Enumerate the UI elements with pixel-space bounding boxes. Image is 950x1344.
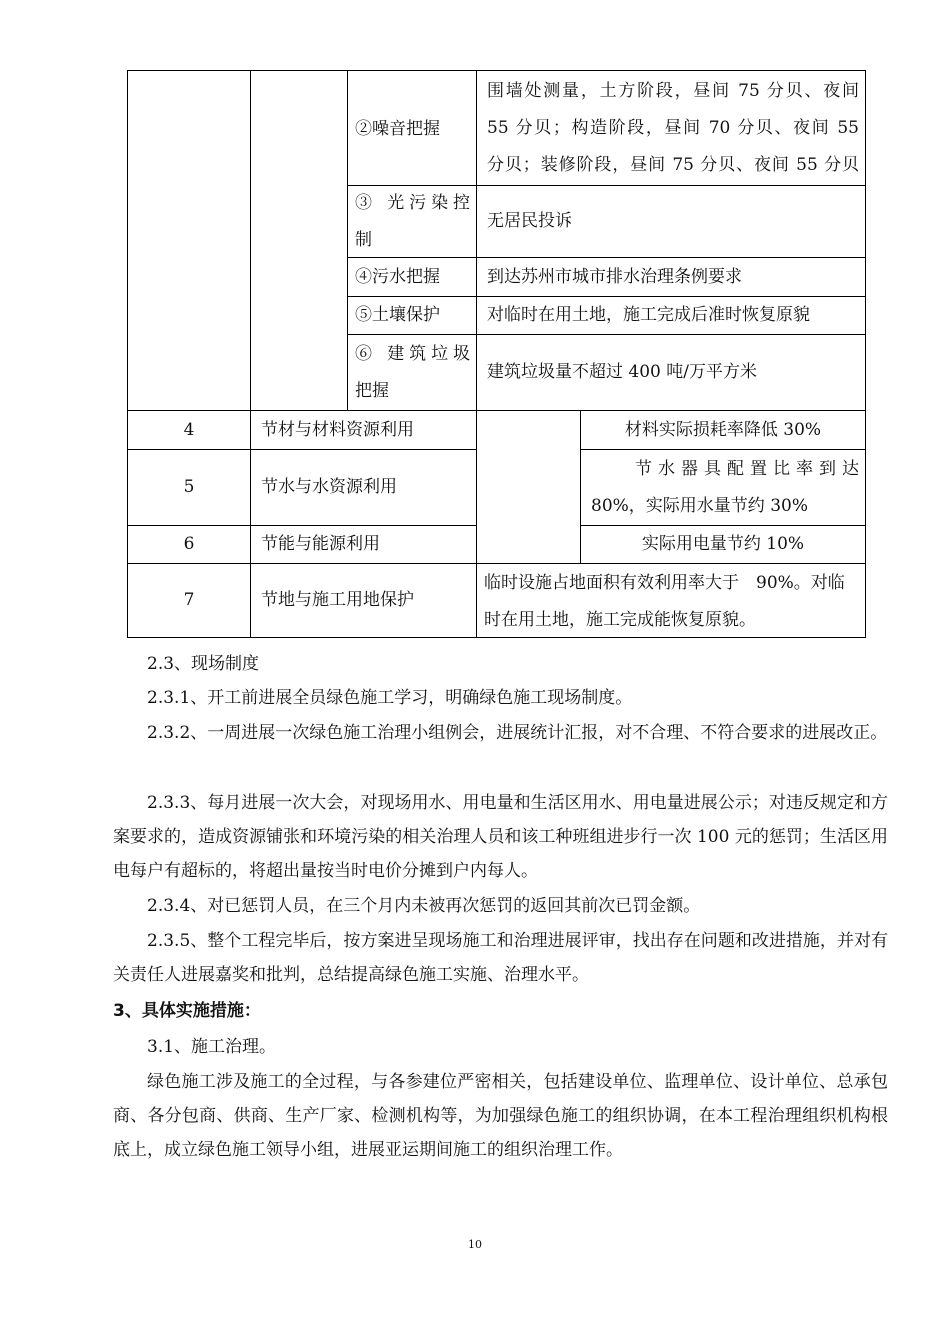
- row-5-target: 节水器具配置比率到达 80%，实际用水量节约 30%: [591, 459, 859, 516]
- row-6-name: 节能与能源利用: [261, 534, 380, 554]
- section-3-1-title: 3.1、施工治理。: [147, 1037, 277, 1057]
- row-4-name: 节材与材料资源利用: [261, 419, 414, 440]
- noise-line-2: 55 分贝；构造阶段，昼间 70 分贝、夜间 55: [487, 118, 859, 138]
- row-7-number: 7: [183, 590, 195, 610]
- clause-2-3-3: 2.3.3、每月进展一次大会，对现场用水、用电量和生活区用水、用电量进展公示；对违反规定和方案要求的，造成资源铺张和环境污染的相关治理人员和该工种班组进步行一次 100 元的惩罚；生活区用电每户有超标的，将超出量按当时电价分摊到户内每人。: [113, 793, 888, 881]
- clause-2-3-5: 2.3.5、整个工程完毕后，按方案进呈现场施工和治理进展评审，找出存在问题和改进措施，并对有关责任人进展嘉奖和批判，总结提高绿色施工实施、治理水平。: [113, 931, 888, 985]
- sewage-control-value: 到达苏州市城市排水治理条例要求: [487, 266, 742, 287]
- noise-control-label: ②噪音把握: [355, 118, 440, 139]
- row-4-target: 材料实际损耗率降低 30%: [624, 419, 822, 440]
- sewage-control-label: ④污水把握: [355, 266, 440, 287]
- row-6-target: 实际用电量节约 10%: [641, 534, 805, 554]
- light-pollution-value: 无居民投诉: [487, 211, 572, 231]
- standards-table: [0, 0, 950, 650]
- clause-2-3-1: 2.3.1、开工前进展全员绿色施工学习，明确绿色施工现场制度。: [147, 688, 633, 708]
- noise-line-3: 分贝；装修阶段，昼间 75 分贝、夜间 55 分贝: [487, 155, 859, 175]
- clause-2-3-4: 2.3.4、对已惩罚人员，在三个月内未被再次惩罚的返回其前次已罚金额。: [147, 896, 701, 916]
- soil-protection-value: 对临时在用土地，施工完成后准时恢复原貌: [487, 305, 810, 325]
- soil-protection-label: ⑤土壤保护: [355, 305, 440, 325]
- page-number: 10: [468, 1238, 482, 1251]
- row-7-target: 临时设施占地面积有效利用率大于 90%。对临 时在用土地，施工完成能恢复原貌。: [484, 573, 845, 630]
- row-6-number: 6: [183, 534, 195, 554]
- light-pollution-label: ③ 光污染控 制: [355, 193, 470, 250]
- clause-2-3-2: 2.3.2、一周进展一次绿色施工治理小组例会，进展统计汇报，对不合理、不符合要求的进展改正。: [147, 723, 888, 743]
- noise-line-1: 围墙处测量，土方阶段，昼间 75 分贝、夜间: [487, 81, 859, 101]
- row-4-number: 4: [183, 419, 195, 440]
- section-3-1-paragraph: 绿色施工涉及施工的全过程，与各参建位严密相关，包括建设单位、监理单位、设计单位、总承包商、各分包商、供商、生产厂家、检测机构等，为加强绿色施工的组织协调，在本工程治理组织机构根底上，成立绿色施工领导小组，进展亚运期间施工的组织治理工作。: [113, 1072, 888, 1160]
- row-5-number: 5: [183, 477, 195, 497]
- row-5-name: 节水与水资源利用: [261, 477, 397, 497]
- construction-waste-label: ⑥ 建筑垃圾 把握: [355, 344, 470, 401]
- noise-control-value: [487, 73, 859, 184]
- section-2-3-title: 2.3、现场制度: [147, 654, 260, 674]
- row-7-name: 节地与施工用地保护: [261, 590, 414, 610]
- section-3-heading: 3、具体实施措施：: [113, 1001, 261, 1021]
- construction-waste-value: 建筑垃圾量不超过 400 吨/万平方米: [487, 362, 757, 382]
